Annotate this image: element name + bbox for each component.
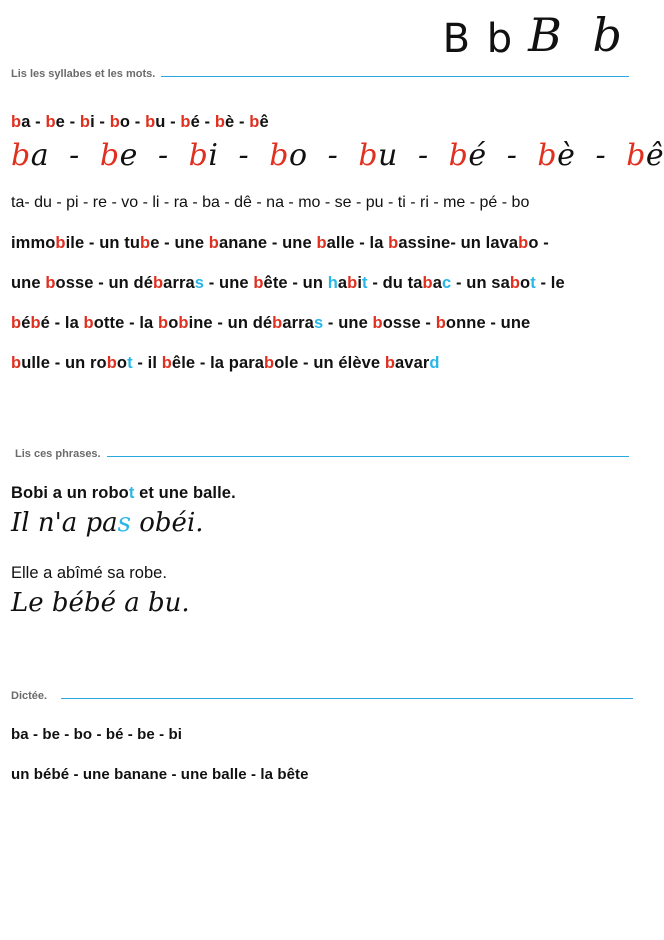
text-run: t: [530, 274, 536, 292]
text-run: osse -: [382, 314, 436, 332]
text-run: é - la: [40, 314, 84, 332]
text-run: alle - la: [326, 234, 389, 252]
text-run: ê: [645, 138, 664, 173]
text-run: b: [253, 274, 264, 292]
text-run: - le: [535, 274, 565, 292]
text-run: b: [347, 274, 358, 292]
text-run: - il: [132, 354, 162, 372]
text-run: b: [358, 138, 379, 173]
text-run: u -: [155, 113, 181, 131]
text-run: b: [152, 274, 164, 292]
review-syllables-line: ta- du - pi - re - vo - li - ra - ba - dê - na - mo - se - pu - ti - ri - me - pé - bo: [11, 194, 530, 211]
text-run: h: [327, 274, 338, 292]
text-run: b: [264, 354, 275, 372]
dictation-line-2: un bébé - une banane - une balle - la bête: [11, 766, 309, 783]
sentence-3: Elle a abîmé sa robe.: [11, 564, 167, 582]
text-run: ole - un élève: [274, 354, 385, 372]
text-run: b: [249, 113, 260, 131]
section-header-syllables: [11, 68, 629, 80]
text-run: t: [362, 274, 368, 292]
text-run: avar: [395, 354, 430, 372]
text-run: b: [435, 314, 446, 332]
text-run: une: [11, 274, 46, 292]
text-run: b: [45, 274, 56, 292]
section-label: Lis les syllabes et les mots.: [11, 68, 156, 80]
text-run: immo: [11, 234, 56, 252]
text-run: o: [168, 314, 179, 332]
title-cursive-letters: B b: [528, 8, 630, 62]
section-label: Dictée.: [11, 690, 48, 702]
text-run: - une: [204, 274, 254, 292]
section-header-sentences: [15, 448, 629, 460]
text-run: -: [397, 138, 449, 173]
text-run: assine- un lava: [398, 234, 519, 252]
syllables-cursive-line: [11, 138, 664, 173]
section-header-dictation: [11, 690, 633, 702]
text-run: b: [518, 234, 529, 252]
text-run: s: [194, 274, 205, 292]
text-run: s: [117, 508, 131, 538]
text-run: b: [11, 138, 31, 173]
text-run: -: [49, 138, 100, 173]
words-line-1: [11, 234, 549, 253]
text-run: b: [45, 113, 56, 131]
text-run: -: [575, 138, 627, 173]
text-run: arra: [163, 274, 195, 292]
text-run: é -: [190, 113, 215, 131]
text-run: t: [127, 354, 133, 372]
text-run: b: [214, 113, 226, 131]
text-run: é: [468, 138, 487, 173]
text-run: - un sa: [451, 274, 510, 292]
text-run: ête - un: [263, 274, 328, 292]
text-run: b: [11, 113, 22, 131]
text-run: b: [55, 234, 66, 252]
text-run: b: [140, 234, 151, 252]
text-run: a: [30, 138, 50, 173]
text-run: b: [161, 354, 172, 372]
text-run: b: [106, 354, 117, 372]
text-run: i: [357, 274, 363, 292]
text-run: b: [158, 314, 169, 332]
text-run: b: [626, 138, 646, 173]
text-run: o: [520, 274, 531, 292]
text-run: -: [137, 138, 189, 173]
text-run: b: [272, 314, 283, 332]
text-run: ile - un tu: [65, 234, 141, 252]
section-divider: [161, 76, 629, 77]
text-run: ine - un dé: [188, 314, 273, 332]
text-run: - du ta: [367, 274, 423, 292]
text-run: s: [313, 314, 324, 332]
text-run: -: [307, 138, 359, 173]
text-run: b: [316, 234, 327, 252]
text-run: b: [178, 314, 189, 332]
text-run: d: [429, 354, 440, 372]
text-run: anane - une: [218, 234, 317, 252]
sentence-4-cursive: Le bébé a bu.: [11, 588, 190, 618]
text-run: e: [119, 138, 138, 173]
words-line-4: [11, 354, 440, 373]
text-run: b: [384, 354, 396, 372]
text-run: arra: [282, 314, 314, 332]
text-run: b: [269, 138, 289, 173]
text-run: i -: [90, 113, 110, 131]
dictation-line-1: ba - be - bo - bé - be - bi: [11, 726, 183, 743]
text-run: -: [218, 138, 270, 173]
text-run: o -: [119, 113, 146, 131]
text-run: b: [537, 138, 558, 173]
text-run: -: [486, 138, 538, 173]
text-run: onne - une: [445, 314, 531, 332]
text-run: otte - la: [93, 314, 158, 332]
text-run: b: [145, 113, 156, 131]
text-run: b: [188, 138, 209, 173]
text-run: et une balle.: [134, 484, 236, 502]
text-run: b: [30, 314, 41, 332]
text-run: ulle - un ro: [21, 354, 107, 372]
words-line-2: [11, 274, 565, 293]
text-run: b: [180, 113, 191, 131]
sentence-1: [11, 484, 236, 503]
sentence-2-cursive: [11, 508, 204, 538]
text-run: b: [422, 274, 433, 292]
text-run: b: [11, 354, 22, 372]
title-print-letters: B b: [442, 16, 515, 62]
text-run: Il n'a pa: [11, 508, 118, 538]
text-run: e - une: [150, 234, 209, 252]
words-line-3: [11, 314, 530, 333]
text-run: b: [79, 113, 91, 131]
text-run: o -: [528, 234, 549, 252]
text-run: u: [378, 138, 398, 173]
text-run: b: [372, 314, 383, 332]
syllables-print-line: [11, 113, 269, 132]
text-run: b: [109, 113, 120, 131]
text-run: o: [288, 138, 308, 173]
text-run: é: [21, 314, 31, 332]
text-run: e -: [55, 113, 80, 131]
text-run: b: [83, 314, 94, 332]
text-run: osse - un dé: [55, 274, 153, 292]
text-run: obéi.: [131, 508, 204, 538]
text-run: b: [99, 138, 120, 173]
section-divider: [107, 456, 629, 457]
text-run: a: [432, 274, 443, 292]
text-run: è: [557, 138, 576, 173]
text-run: a -: [21, 113, 46, 131]
text-run: b: [509, 274, 521, 292]
page-title: [443, 6, 630, 62]
section-label: Lis ces phrases.: [15, 448, 101, 460]
text-run: b: [388, 234, 399, 252]
text-run: t: [128, 484, 135, 502]
text-run: - une: [323, 314, 373, 332]
section-divider: [61, 698, 633, 699]
text-run: b: [448, 138, 469, 173]
text-run: b: [11, 314, 22, 332]
text-run: i: [208, 138, 219, 173]
text-run: o: [116, 354, 128, 372]
text-run: êle - la para: [171, 354, 265, 372]
text-run: b: [208, 234, 219, 252]
text-run: è -: [225, 113, 250, 131]
text-run: a: [337, 274, 348, 292]
text-run: ê: [259, 113, 269, 131]
text-run: c: [442, 274, 452, 292]
text-run: Bobi a un robo: [11, 484, 129, 502]
